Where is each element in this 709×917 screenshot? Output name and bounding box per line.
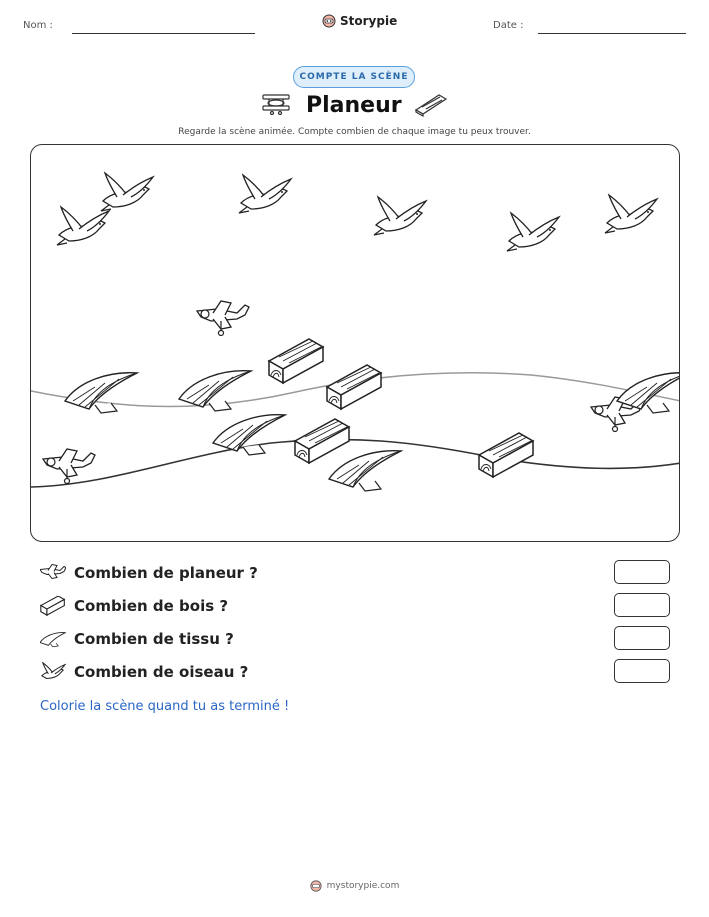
- question-label: Combien de oiseau ?: [74, 663, 249, 681]
- question-label: Combien de bois ?: [74, 597, 229, 615]
- hang-glider: [617, 373, 680, 413]
- bird: [239, 175, 291, 213]
- hang-glider: [65, 373, 137, 413]
- question-wood: [40, 593, 670, 619]
- brand-logo: [322, 14, 397, 28]
- wood-log: [327, 365, 381, 409]
- wood-log: [295, 419, 349, 463]
- glider: [43, 449, 95, 484]
- storypie-mascot-icon: [322, 14, 336, 28]
- name-line[interactable]: [72, 33, 255, 34]
- activity-badge: COMPTE LA SCÈNE: [293, 66, 415, 88]
- bird: [57, 207, 109, 245]
- answer-box-fabric[interactable]: [614, 626, 670, 650]
- bird: [605, 195, 657, 233]
- wood-log: [479, 433, 533, 477]
- question-fabric: [40, 626, 670, 652]
- hang-glider: [329, 451, 401, 491]
- hang-glider: [213, 415, 285, 455]
- closing-note: Colorie la scène quand tu as terminé !: [40, 699, 290, 714]
- name-label: Nom :: [23, 20, 53, 31]
- wood-log: [269, 339, 323, 383]
- footer: [0, 880, 709, 892]
- wood-log-icon: [40, 596, 66, 616]
- question-bird: [40, 659, 670, 685]
- bird: [507, 213, 559, 251]
- footer-url[interactable]: mystorypie.com: [326, 881, 400, 891]
- hang-glider: [179, 371, 251, 411]
- bird: [101, 173, 153, 211]
- wood-title-icon: [414, 93, 448, 117]
- bird-icon: [40, 662, 66, 682]
- brand-name: Storypie: [340, 14, 398, 28]
- answer-box-wood[interactable]: [614, 593, 670, 617]
- hang-glider-icon: [40, 629, 66, 649]
- answer-box-bird[interactable]: [614, 659, 670, 683]
- date-line[interactable]: [538, 33, 686, 34]
- instructions: Regarde la scène animée. Compte combien de chaque image tu peux trouver.: [178, 127, 531, 137]
- question-label: Combien de tissu ?: [74, 630, 234, 648]
- bird: [374, 197, 426, 235]
- glider-title-icon: [259, 93, 293, 115]
- glider: [197, 301, 249, 336]
- counting-scene: [30, 144, 680, 542]
- glider-icon: [40, 563, 66, 583]
- scene-illustration: [31, 145, 680, 542]
- question-label: Combien de planeur ?: [74, 564, 258, 582]
- date-label: Date :: [493, 20, 524, 31]
- question-glider: [40, 560, 670, 586]
- answer-box-glider[interactable]: [614, 560, 670, 584]
- storypie-mascot-icon: [310, 880, 322, 892]
- page-title: Planeur: [306, 93, 402, 118]
